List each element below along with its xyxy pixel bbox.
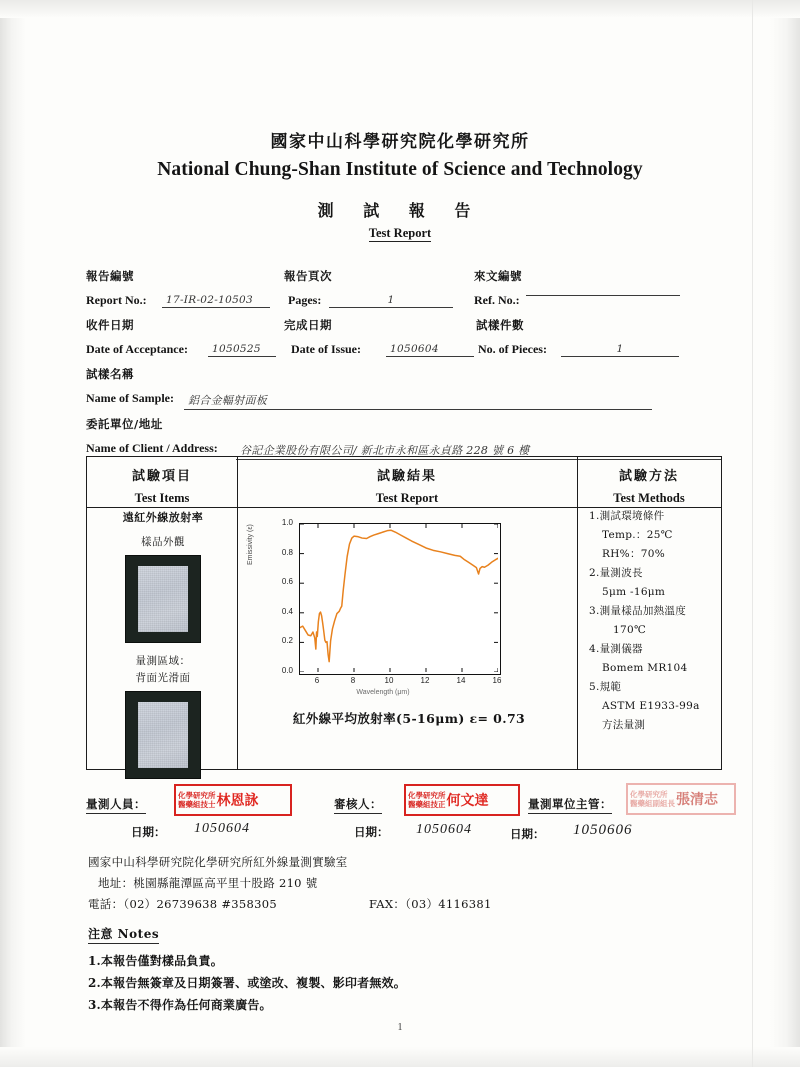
test-item-cell: [87, 509, 239, 779]
test-method-line-1: 1.測試環境條件: [589, 510, 665, 522]
acceptance-label-cn: 收件日期: [86, 318, 134, 332]
table-header-test-methods: [577, 465, 721, 506]
x-tick-label-1: 8: [350, 676, 356, 685]
x-tick-label-2: 10: [384, 676, 394, 685]
measured-area-photo: [125, 691, 201, 779]
notes-block: [88, 925, 648, 1016]
note-item-1: 1.本報告僅對樣品負責。: [88, 954, 223, 968]
acceptance-label: Date of Acceptance:: [86, 342, 188, 356]
reviewer-stamp-name: 何文達: [446, 793, 489, 809]
report-meta-block: [86, 268, 726, 466]
sample-label: Name of Sample:: [86, 391, 174, 405]
sample-label-cn: 試樣名稱: [86, 367, 134, 381]
test-method-line-12: 方法量測: [602, 719, 646, 731]
sample-appearance-photo: [125, 555, 201, 643]
test-methods-cell: [579, 507, 723, 735]
signature-row: [86, 782, 726, 844]
meta-row-labels-3: [86, 366, 726, 389]
client-label: Name of Client / Address:: [86, 441, 218, 455]
meta-row-labels-1: [86, 268, 726, 291]
lab-phone-row: [88, 894, 648, 915]
y-tick-label-0: 0.0: [281, 666, 293, 675]
reviewer-stamp-line1: 化學研究所: [408, 790, 446, 800]
note-item-3: 3.本報告不得作為任何商業廣告。: [88, 998, 272, 1012]
supervisor-role-label: 量測單位主管：: [528, 796, 612, 814]
supervisor-date-label: 日期：: [510, 827, 545, 841]
measured-area-photo-surface: [138, 702, 188, 768]
issue-label-cn: 完成日期: [284, 318, 332, 332]
x-tick-label-0: 6: [314, 676, 320, 685]
doc-title-english: [0, 226, 800, 241]
reviewer-role-label: 審核人：: [334, 796, 382, 814]
photo2-caption-line2: 背面光滑面: [135, 672, 191, 684]
operator-role-label: 量測人員：: [86, 796, 146, 814]
chart-y-axis-label: Emissivity (ε): [247, 524, 254, 565]
chart-curve-svg: [300, 524, 498, 672]
supervisor-stamp: [626, 783, 736, 815]
test-items-en: Test Items: [134, 491, 190, 505]
ref-no-label-cn: 來文編號: [474, 269, 522, 283]
lab-telephone: 電話：（02）26739638 #358305: [88, 897, 278, 911]
reviewer-date-label: 日期：: [354, 825, 389, 839]
note-item-2: 2.本報告無簽章及日期簽署、或塗改、複製、影印者無效。: [88, 976, 406, 990]
test-method-line-2: Temp.：25℃: [602, 529, 673, 541]
report-no-label-cn: 報告編號: [86, 269, 134, 283]
meta-row-labels-4: [86, 416, 726, 439]
pieces-value[interactable]: 1: [561, 343, 679, 357]
test-report-cn: 試驗結果: [376, 469, 437, 484]
test-result-table: [86, 456, 722, 770]
pages-value[interactable]: 1: [329, 294, 453, 308]
pieces-label-cn: 試樣件數: [476, 318, 524, 332]
notes-title: 注意 Notes: [88, 925, 159, 944]
ref-no-label: Ref. No.:: [474, 293, 520, 307]
emissivity-curve: [300, 530, 498, 661]
lab-fax: FAX：（03）4116381: [369, 897, 492, 911]
y-tick-label-2: 0.4: [281, 606, 293, 616]
test-methods-en: Test Methods: [613, 491, 685, 505]
test-method-line-11: ASTM E1933-99a: [602, 700, 700, 712]
report-no-label: Report No.:: [86, 293, 147, 307]
meta-row-values-3: [86, 389, 726, 416]
sample-value[interactable]: 鋁合金輻射面板: [184, 392, 652, 410]
reviewer-stamp-line2: 醫藥組技正: [408, 800, 446, 809]
pages-label: Pages:: [288, 293, 322, 307]
test-method-line-3: RH%：70%: [602, 548, 665, 560]
test-methods-cn: 試驗方法: [618, 469, 679, 484]
ref-no-value[interactable]: [526, 294, 680, 296]
emissivity-chart: [249, 513, 517, 703]
doc-title-chinese: 測 試 報 告: [317, 201, 483, 220]
y-tick-label-1: 0.2: [281, 636, 293, 646]
supervisor-stamp-name: 張清志: [676, 792, 718, 808]
operator-date-label: 日期：: [131, 825, 166, 839]
test-method-line-8: 4.量測儀器: [589, 643, 643, 655]
x-tick-label-5: 16: [492, 676, 502, 685]
lab-name: 國家中山科學研究院化學研究所紅外線量測實驗室: [88, 855, 348, 869]
org-name-english: National Chung-Shan Institute of Science and Technology: [157, 159, 643, 180]
meta-row-labels-2: [86, 317, 726, 340]
test-method-line-10: 5.規範: [589, 681, 622, 693]
y-tick-label-5: 1.0: [281, 518, 293, 527]
test-items-cn: 試驗項目: [131, 469, 192, 484]
supervisor-stamp-line2: 醫藥組副組長: [630, 799, 675, 808]
test-method-line-9: Bomem MR104: [602, 662, 688, 674]
lab-address: 地址：桃園縣龍潭區高平里十股路 210 號: [98, 876, 318, 890]
test-method-line-5: 5μm -16μm: [602, 586, 666, 598]
client-value[interactable]: 谷記企業股份有限公司/ 新北市永和區永貞路 228 號 6 樓: [236, 442, 722, 460]
meta-row-values-1: [86, 291, 726, 317]
x-tick-label-4: 14: [456, 676, 466, 685]
operator-stamp-line2: 醫藥組技士: [178, 800, 216, 809]
org-name-chinese: 國家中山科學研究院化學研究所: [270, 132, 530, 152]
test-item-title: 遠紅外線放射率: [122, 511, 204, 524]
pieces-label: No. of Pieces:: [478, 342, 547, 356]
supervisor-stamp-org: [628, 790, 675, 809]
reviewer-stamp: [404, 784, 520, 816]
photo1-caption: 樣品外觀: [141, 536, 185, 548]
operator-stamp: [174, 784, 292, 816]
meta-row-values-2: [86, 340, 726, 366]
table-header-test-items: [87, 465, 237, 506]
operator-stamp-name: 林恩詠: [216, 793, 259, 809]
supervisor-date-value[interactable]: 1050606: [573, 822, 633, 838]
pages-label-cn: 報告頁次: [284, 269, 332, 283]
doc-title-english-text: Test Report: [368, 226, 432, 240]
test-report-en: Test Report: [375, 491, 439, 505]
supervisor-stamp-line1: 化學研究所: [630, 789, 668, 799]
issue-label: Date of Issue:: [291, 342, 361, 356]
test-method-line-4: 2.量測波長: [589, 567, 643, 579]
average-emissivity-result: 紅外線平均放射率(5-16μm) ε= 0.73: [292, 711, 526, 726]
test-method-line-6: 3.測量樣品加熱溫度: [589, 605, 687, 617]
operator-stamp-line1: 化學研究所: [178, 790, 216, 800]
table-header-test-report: [237, 465, 577, 506]
client-label-cn: 委託單位/地址: [86, 417, 163, 431]
operator-stamp-org: [176, 791, 216, 810]
operator-date-value[interactable]: 1050604: [194, 821, 250, 836]
photo2-caption-line1: 量測區域：: [135, 655, 191, 667]
report-no-value[interactable]: 17-IR-02-10503: [162, 294, 270, 308]
test-method-line-7: 170℃: [613, 624, 646, 636]
chart-x-axis-label: Wavelength (μm): [356, 689, 410, 696]
lab-contact-block: [88, 852, 648, 915]
notes-list: [88, 950, 648, 1016]
issue-value[interactable]: 1050604: [386, 343, 474, 357]
reviewer-stamp-org: [406, 791, 446, 810]
chart-plot-area: [299, 523, 501, 675]
sample-appearance-photo-surface: [138, 566, 188, 632]
page-number: 1: [397, 1022, 403, 1033]
x-tick-label-3: 12: [420, 676, 430, 685]
acceptance-value[interactable]: 1050525: [208, 343, 276, 357]
y-tick-label-4: 0.8: [281, 547, 293, 557]
y-tick-label-3: 0.6: [281, 577, 293, 587]
reviewer-date-value[interactable]: 1050604: [416, 822, 472, 837]
